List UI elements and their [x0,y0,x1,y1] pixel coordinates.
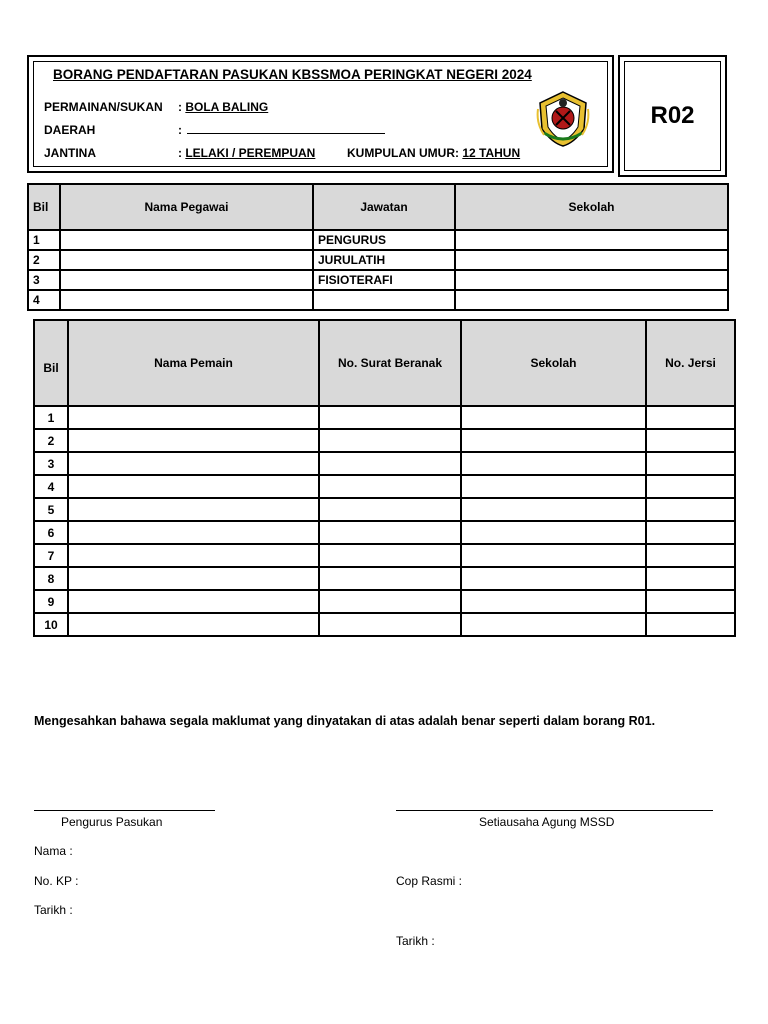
ic-number-label: No. KP : [34,874,79,888]
player-name-cell[interactable] [68,475,319,498]
header-box [27,55,614,173]
player-birth-cert-cell[interactable] [319,567,461,590]
player-school-cell[interactable] [461,544,646,567]
players-header-birth-cert: No. Surat Beranak [319,320,461,406]
player-school-cell[interactable] [461,429,646,452]
gender-label: JANTINA [44,146,97,160]
player-bil: 9 [34,590,68,613]
player-birth-cert-cell[interactable] [319,544,461,567]
officer-position: PENGURUS [313,230,455,250]
gender-value-row [178,146,315,160]
sport-value-row [178,100,268,114]
officer-school-cell[interactable] [455,270,728,290]
officers-header-row [28,184,728,230]
player-birth-cert-cell[interactable] [319,521,461,544]
officers-header-position: Jawatan [313,184,455,230]
player-birth-cert-cell[interactable] [319,475,461,498]
player-bil: 3 [34,452,68,475]
players-header-bil: Bil [34,320,68,406]
players-header-row [34,320,735,406]
officer-name-cell[interactable] [60,270,313,290]
district-separator: : [178,123,182,137]
players-header-name: Nama Pemain [68,320,319,406]
player-school-cell[interactable] [461,475,646,498]
players-header-school: Sekolah [461,320,646,406]
age-group-label: KUMPULAN UMUR: [347,146,459,160]
player-school-cell[interactable] [461,613,646,636]
officer-bil: 4 [28,290,60,310]
player-name-cell[interactable] [68,567,319,590]
player-jersey-cell[interactable] [646,452,735,475]
district-label: DAERAH [44,123,96,137]
officer-name-cell[interactable] [60,230,313,250]
player-name-cell[interactable] [68,406,319,429]
gender-separator: : [178,146,182,160]
player-bil: 1 [34,406,68,429]
right-signature-title: Setiausaha Agung MSSD [479,815,615,829]
player-birth-cert-cell[interactable] [319,498,461,521]
sport-separator: : [178,100,182,114]
player-bil: 4 [34,475,68,498]
table-row [34,613,735,636]
player-name-cell[interactable] [68,429,319,452]
players-table [33,319,736,637]
player-school-cell[interactable] [461,406,646,429]
officers-header-bil: Bil [28,184,60,230]
officer-school-cell[interactable] [455,250,728,270]
player-jersey-cell[interactable] [646,498,735,521]
player-bil: 5 [34,498,68,521]
officer-name-cell[interactable] [60,290,313,310]
officer-position: JURULATIH [313,250,455,270]
officer-school-cell[interactable] [455,290,728,310]
player-bil: 7 [34,544,68,567]
table-row [34,590,735,613]
player-school-cell[interactable] [461,498,646,521]
crest-logo-icon [534,89,592,149]
sport-value: BOLA BALING [185,100,269,114]
left-signature-title: Pengurus Pasukan [61,815,163,829]
player-birth-cert-cell[interactable] [319,590,461,613]
officers-header-school: Sekolah [455,184,728,230]
officer-bil: 1 [28,230,60,250]
table-row [34,498,735,521]
table-row [34,521,735,544]
form-code-box [618,55,727,177]
player-bil: 8 [34,567,68,590]
player-bil: 2 [34,429,68,452]
district-value-row [178,123,385,137]
confirmation-statement: Mengesahkan bahawa segala maklumat yang dinyatakan di atas adalah benar seperti dalam borang R01. [34,714,656,728]
player-bil: 6 [34,521,68,544]
player-school-cell[interactable] [461,452,646,475]
district-blank[interactable] [187,123,385,134]
player-name-cell[interactable] [68,498,319,521]
player-jersey-cell[interactable] [646,544,735,567]
officer-name-cell[interactable] [60,250,313,270]
player-school-cell[interactable] [461,590,646,613]
form-code-inner [624,61,721,171]
officers-table [27,183,729,311]
player-jersey-cell[interactable] [646,406,735,429]
left-signature-line[interactable] [34,810,215,811]
player-jersey-cell[interactable] [646,475,735,498]
player-name-cell[interactable] [68,521,319,544]
table-row [28,290,728,310]
player-jersey-cell[interactable] [646,567,735,590]
age-group-value: 12 TAHUN [462,146,521,160]
sport-label: PERMAINAN/SUKAN [44,100,163,114]
table-row [34,406,735,429]
player-jersey-cell[interactable] [646,521,735,544]
table-row [28,270,728,290]
officer-bil: 2 [28,250,60,270]
player-name-cell[interactable] [68,544,319,567]
officer-bil: 3 [28,270,60,290]
player-birth-cert-cell[interactable] [319,613,461,636]
player-bil: 10 [34,613,68,636]
table-row [34,475,735,498]
player-jersey-cell[interactable] [646,590,735,613]
player-birth-cert-cell[interactable] [319,406,461,429]
player-birth-cert-cell[interactable] [319,429,461,452]
table-row [28,250,728,270]
table-row [34,429,735,452]
player-birth-cert-cell[interactable] [319,452,461,475]
gender-row [44,146,96,160]
form-code: R02 [650,102,695,129]
table-row [34,452,735,475]
sport-row [44,100,163,114]
player-name-cell[interactable] [68,613,319,636]
officers-header-name: Nama Pegawai [60,184,313,230]
official-stamp-label: Cop Rasmi : [396,874,463,888]
player-name-cell[interactable] [68,590,319,613]
table-row [28,230,728,250]
form-title: BORANG PENDAFTARAN PASUKAN KBSSMOA PERINGKAT NEGERI 2024 [53,67,532,82]
gender-value: LELAKI / PEREMPUAN [185,146,316,160]
district-row [44,123,95,137]
player-jersey-cell[interactable] [646,613,735,636]
name-label: Nama : [34,844,73,858]
players-header-jersey: No. Jersi [646,320,735,406]
table-row [34,567,735,590]
officer-position [313,290,455,310]
right-signature-line[interactable] [396,810,713,811]
table-row [34,544,735,567]
age-group-row [347,146,520,160]
date-label: Tarikh : [34,903,73,917]
officer-school-cell[interactable] [455,230,728,250]
player-school-cell[interactable] [461,567,646,590]
right-date-label: Tarikh : [396,934,435,948]
player-jersey-cell[interactable] [646,429,735,452]
player-school-cell[interactable] [461,521,646,544]
player-name-cell[interactable] [68,452,319,475]
officer-position: FISIOTERAFI [313,270,455,290]
